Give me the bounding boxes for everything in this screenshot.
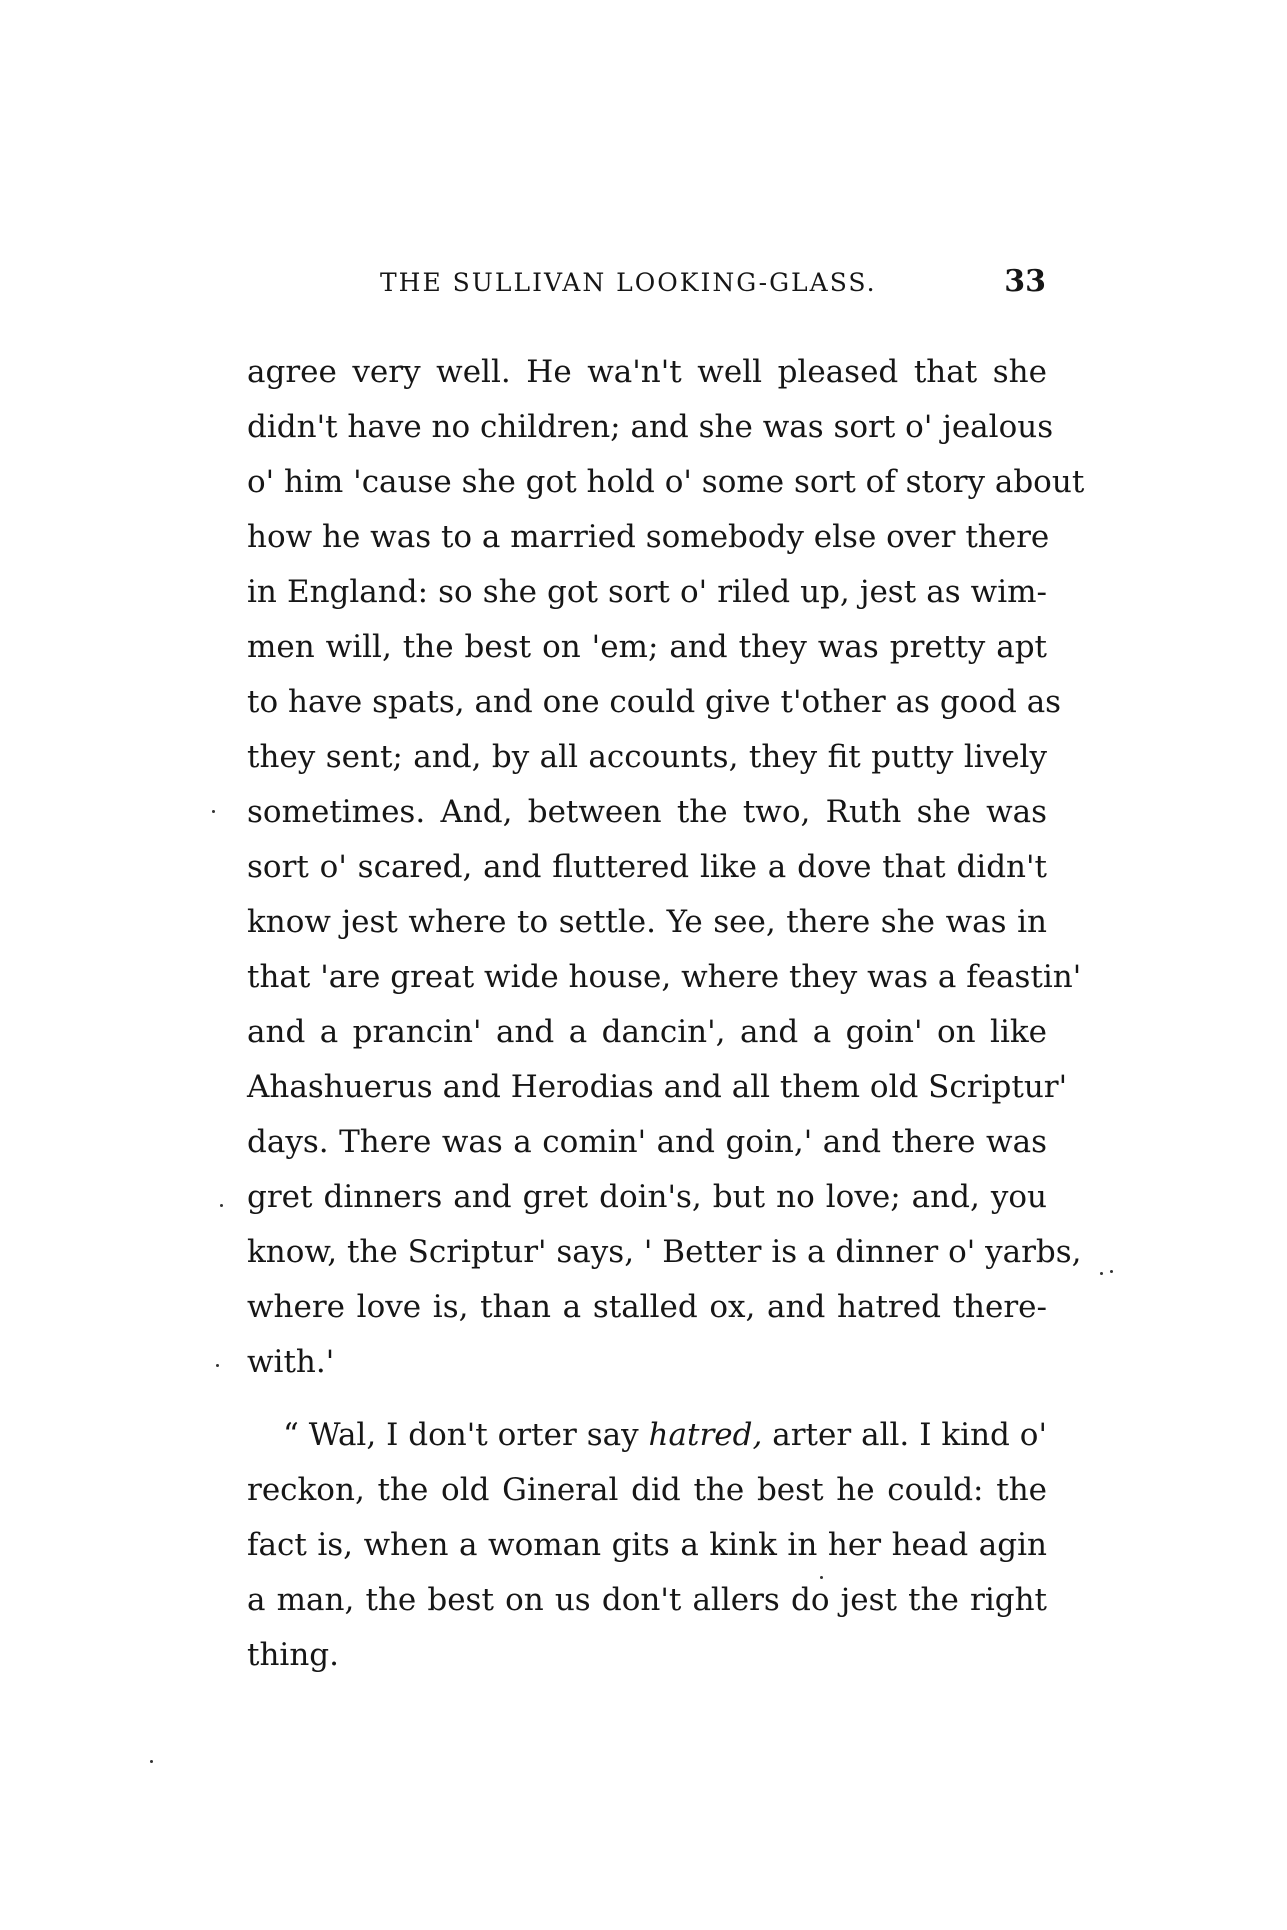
text-line: thing. bbox=[247, 1637, 340, 1673]
scan-speck bbox=[220, 1204, 223, 1207]
text-line: with.' bbox=[247, 1344, 335, 1380]
scan-speck bbox=[1100, 1272, 1103, 1275]
text-run: arter all. I kind o' bbox=[762, 1417, 1047, 1453]
text-line: fact is, when a woman gits a kink in her head agin bbox=[247, 1527, 1047, 1563]
italic-word: hatred, bbox=[648, 1417, 763, 1453]
text-line: days. There was a comin' and goin,' and there was bbox=[247, 1124, 1047, 1160]
text-line: a man, the best on us don't allers do jest the right bbox=[247, 1582, 1047, 1618]
text-line: didn't have no children; and she was sort o' jealous bbox=[247, 409, 1054, 445]
text-line: reckon, the old Gineral did the best he could: the bbox=[247, 1472, 1047, 1508]
text-line: Ahashuerus and Herodias and all them old Scriptur' bbox=[247, 1069, 1068, 1105]
running-head bbox=[380, 264, 1046, 308]
scan-speck bbox=[820, 1576, 823, 1579]
paragraph bbox=[247, 1408, 1047, 1683]
scan-speck bbox=[1110, 1270, 1113, 1273]
scan-speck bbox=[212, 810, 215, 813]
text-line: know, the Scriptur' says, ' Better is a dinner o' yarbs, bbox=[247, 1234, 1082, 1270]
text-line: in England: so she got sort o' riled up, jest as wim- bbox=[247, 574, 1047, 610]
scan-speck bbox=[216, 1364, 219, 1367]
scan-speck bbox=[150, 1760, 153, 1763]
page-number: 33 bbox=[1004, 264, 1046, 299]
text-line: agree very well. He wa'n't well pleased that she bbox=[247, 354, 1047, 390]
paragraph bbox=[247, 345, 1085, 1390]
text-line: and a prancin' and a dancin', and a goin' on like bbox=[247, 1014, 1047, 1050]
text-run: “ Wal, I don't orter say bbox=[283, 1417, 649, 1453]
running-title: THE SULLIVAN LOOKING-GLASS. bbox=[380, 268, 877, 297]
text-line: they sent; and, by all accounts, they fit putty lively bbox=[247, 739, 1047, 775]
text-line: how he was to a married somebody else over there bbox=[247, 519, 1050, 555]
text-line: know jest where to settle. Ye see, there she was in bbox=[247, 904, 1047, 940]
text-line: sometimes. And, between the two, Ruth she was bbox=[247, 794, 1047, 830]
text-line: where love is, than a stalled ox, and hatred there- bbox=[247, 1289, 1047, 1325]
text-line: gret dinners and gret doin's, but no love; and, you bbox=[247, 1179, 1047, 1215]
body-text bbox=[247, 345, 1085, 1683]
text-line: men will, the best on 'em; and they was pretty apt bbox=[247, 629, 1047, 665]
text-line bbox=[247, 1408, 1047, 1463]
text-line: that 'are great wide house, where they was a feastin' bbox=[247, 959, 1082, 995]
text-line: to have spats, and one could give t'other as good as bbox=[247, 684, 1062, 720]
text-line: o' him 'cause she got hold o' some sort of story about bbox=[247, 464, 1085, 500]
text-line: sort o' scared, and fluttered like a dove that didn't bbox=[247, 849, 1047, 885]
